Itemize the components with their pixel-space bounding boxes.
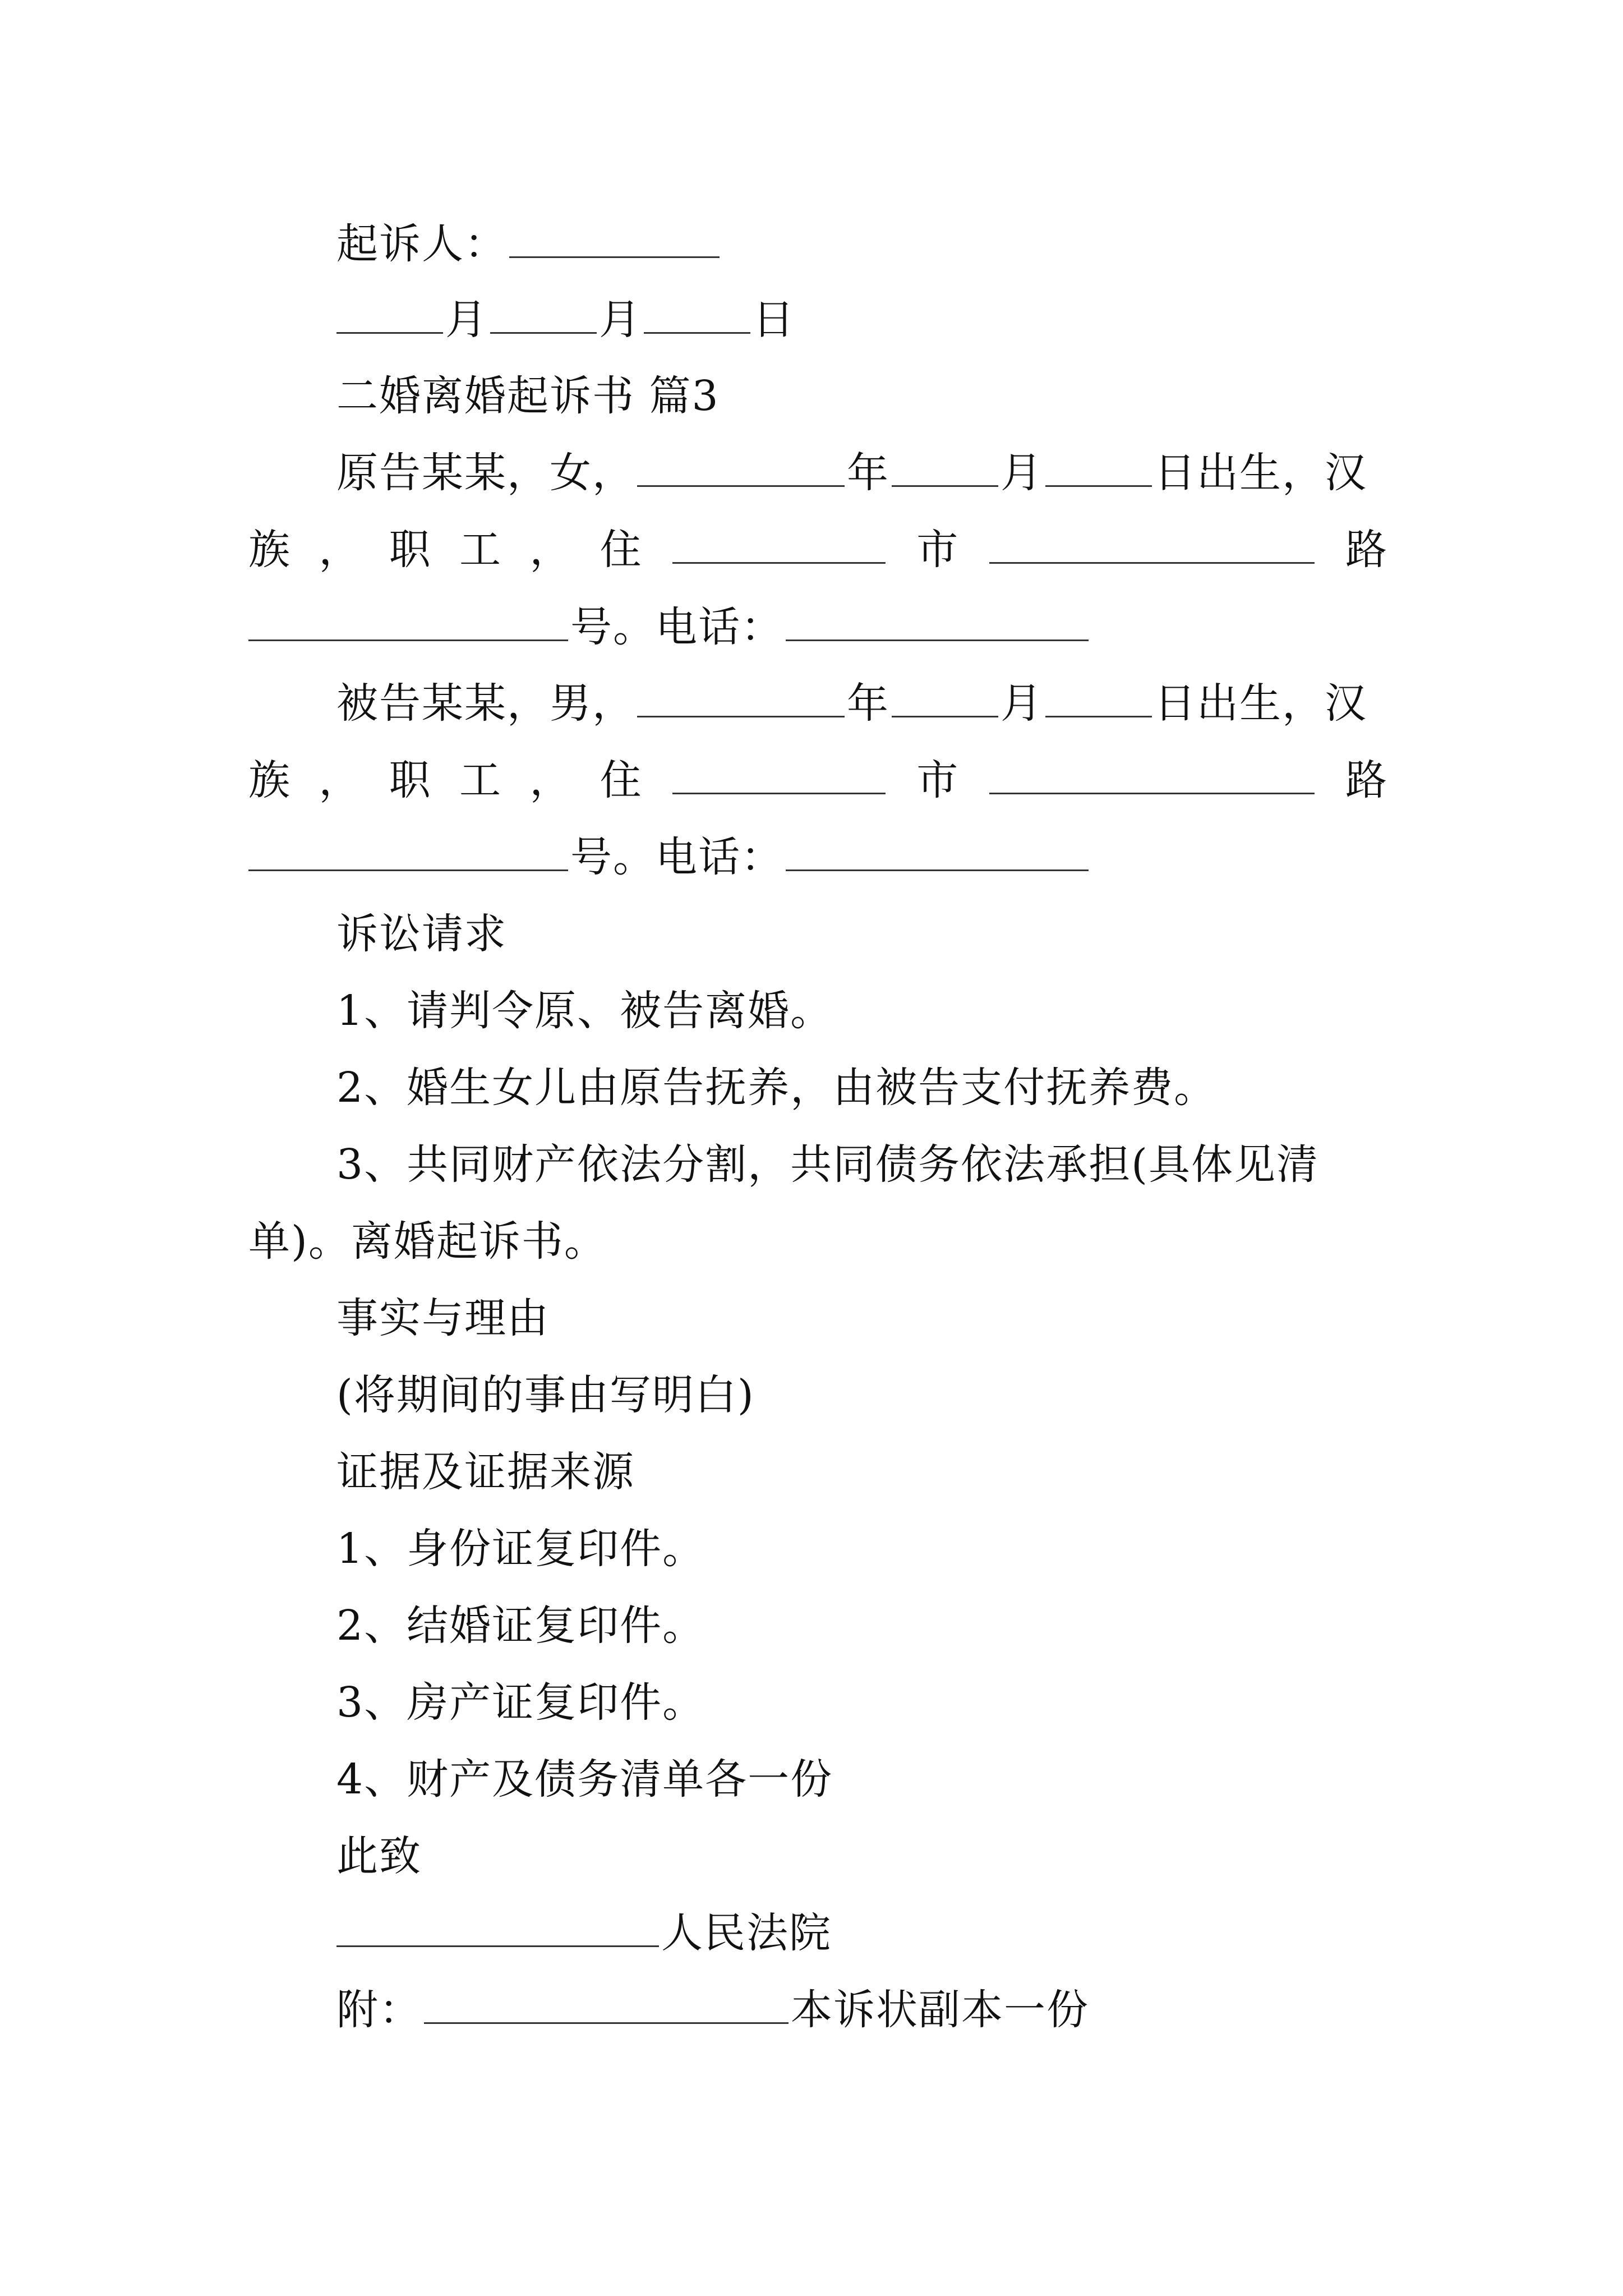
- plaintiff-phone-blank: [786, 599, 1089, 641]
- date-month-2: 月: [599, 296, 642, 344]
- claim-item-3-line-1: 3、共同财产依法分割，共同债务依法承担(具体见清: [336, 1140, 1319, 1189]
- plaintiff-word: ，: [529, 526, 571, 574]
- defendant-year-blank: [637, 675, 845, 717]
- court-line: [336, 1905, 832, 1961]
- defendant-number-blank: [248, 829, 568, 871]
- defendant-phone-label: 号。电话：: [570, 833, 783, 881]
- defendant-intro: 被告某某，男，: [336, 679, 635, 728]
- defendant-road-blank: [989, 752, 1315, 794]
- plaintiff-line-1: [336, 445, 1367, 501]
- court-label: 人民法院: [661, 1909, 832, 1957]
- closing-greeting: 此致: [336, 1832, 422, 1880]
- defendant-year-label: 年: [847, 679, 889, 728]
- claim-item-3-line-2: 单)。离婚起诉书。: [248, 1217, 607, 1266]
- plaintiff-city-blank: [672, 522, 886, 564]
- evidence-item: 3、房产证复印件。: [336, 1678, 706, 1727]
- facts-note: (将期间的事由写明白): [336, 1371, 755, 1419]
- plaintiff-word: 市: [916, 526, 958, 574]
- plaintiff-word: 职: [389, 526, 431, 574]
- defendant-born-label: 日出生，汉: [1154, 679, 1367, 728]
- plaintiff-intro: 原告某某，女，: [336, 449, 635, 497]
- defendant-word: 族: [248, 756, 290, 804]
- defendant-word: ，: [319, 756, 361, 804]
- evidence-item: 2、结婚证复印件。: [336, 1602, 706, 1650]
- defendant-month-blank: [892, 675, 998, 717]
- attachment-line: [336, 1982, 1089, 2038]
- evidence-item: 1、身份证复印件。: [336, 1525, 706, 1573]
- defendant-word: 路: [1345, 756, 1387, 804]
- plaintiff-word: 路: [1345, 526, 1387, 574]
- plaintiff-month-label: 月: [1000, 449, 1043, 497]
- attachment-label: 附：: [336, 1986, 422, 2034]
- date-blank-2: [490, 292, 597, 334]
- defendant-line-1: [336, 675, 1367, 731]
- plaintiff-line-2: [248, 522, 1387, 578]
- plaintiff-year-blank: [637, 445, 845, 487]
- signature-blank: [509, 216, 720, 258]
- defendant-day-blank: [1045, 675, 1152, 717]
- plaintiff-born-label: 日出生，汉: [1154, 449, 1367, 497]
- plaintiff-signature-line: [336, 216, 722, 272]
- date-month-1: 月: [445, 296, 488, 344]
- plaintiff-month-blank: [892, 445, 998, 487]
- plaintiff-word: ，: [319, 526, 361, 574]
- defendant-word: 市: [916, 756, 958, 804]
- plaintiff-word: 族: [248, 526, 290, 574]
- date-line: [336, 292, 795, 348]
- defendant-phone-blank: [786, 829, 1089, 871]
- date-day: 日: [753, 296, 795, 344]
- defendant-word: 住: [600, 756, 642, 804]
- plaintiff-word: 住: [600, 526, 642, 574]
- plaintiff-line-3: [248, 599, 1091, 655]
- defendant-word: 工: [459, 756, 501, 804]
- plaintiff-signature-label: 起诉人：: [336, 220, 507, 268]
- date-blank-1: [336, 292, 443, 334]
- defendant-month-label: 月: [1000, 679, 1043, 728]
- date-blank-3: [644, 292, 750, 334]
- claim-item-1: 1、请判令原、被告离婚。: [336, 987, 833, 1035]
- plaintiff-phone-label: 号。电话：: [570, 603, 783, 651]
- section-title: 二婚离婚起诉书 篇3: [336, 372, 720, 420]
- evidence-heading: 证据及证据来源: [336, 1448, 635, 1496]
- claim-item-2: 2、婚生女儿由原告抚养，由被告支付抚养费。: [336, 1064, 1217, 1112]
- attachment-text: 本诉状副本一份: [791, 1986, 1089, 2034]
- defendant-city-blank: [672, 752, 886, 794]
- attachment-blank: [424, 1982, 789, 2024]
- plaintiff-day-blank: [1045, 445, 1152, 487]
- defendant-line-2: [248, 752, 1387, 808]
- evidence-item: 4、财产及债务清单各一份: [336, 1755, 833, 1803]
- claims-heading: 诉讼请求: [336, 910, 507, 958]
- facts-heading: 事实与理由: [336, 1294, 550, 1342]
- court-blank: [336, 1905, 659, 1947]
- plaintiff-word: 工: [459, 526, 501, 574]
- defendant-word: ，: [529, 756, 571, 804]
- plaintiff-year-label: 年: [847, 449, 889, 497]
- plaintiff-road-blank: [989, 522, 1315, 564]
- defendant-word: 职: [389, 756, 431, 804]
- defendant-line-3: [248, 829, 1091, 885]
- plaintiff-number-blank: [248, 599, 568, 641]
